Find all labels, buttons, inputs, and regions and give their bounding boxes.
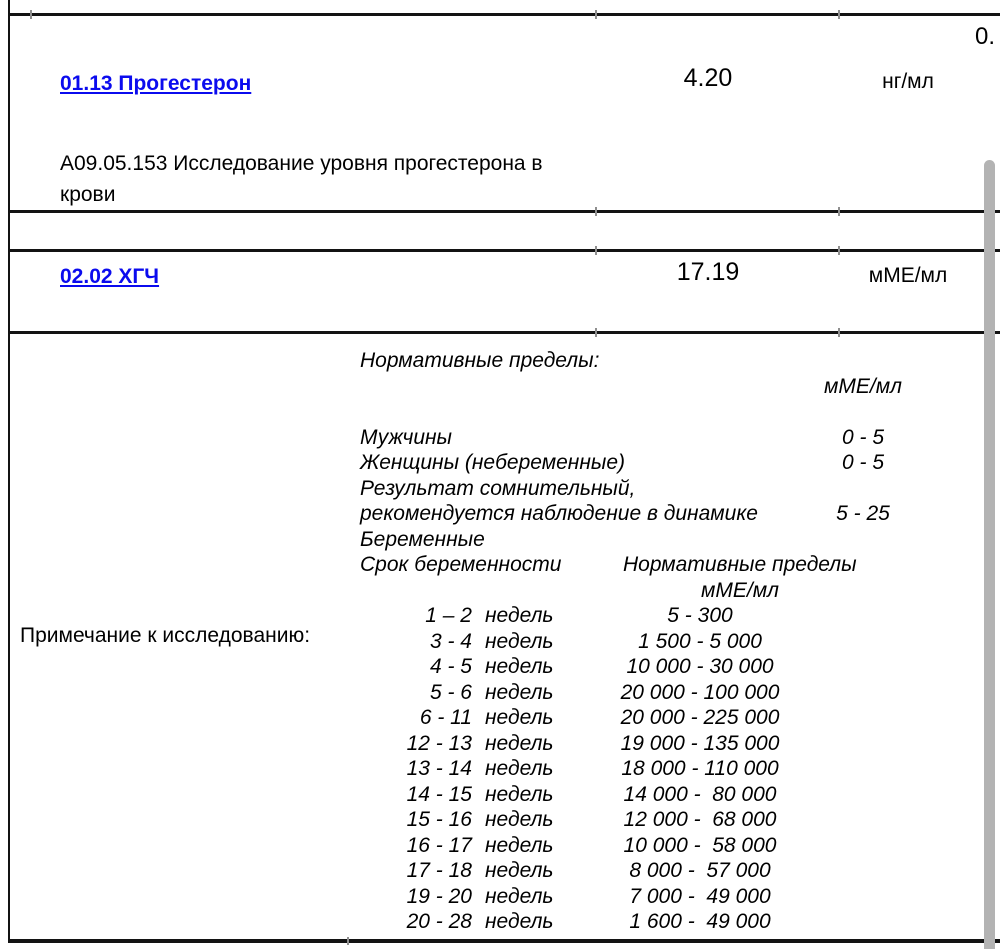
table-border-top bbox=[8, 13, 1000, 16]
hcg-range: 20 000 - 225 000 bbox=[620, 706, 780, 729]
pregnancy-units-line bbox=[360, 578, 945, 604]
pregnancy-row bbox=[360, 680, 945, 706]
pregnancy-row bbox=[360, 909, 945, 935]
weeks-range: 19 - 20 bbox=[406, 884, 472, 908]
pregnancy-row bbox=[360, 756, 945, 782]
hcg-range: 1 600 - 49 000 bbox=[629, 910, 771, 933]
note-header: Нормативные пределы: bbox=[360, 349, 600, 372]
test-link-progesterone[interactable]: 01.13 Прогестерон bbox=[60, 72, 252, 95]
pregnancy-row bbox=[360, 782, 945, 808]
hcg-range: 10 000 - 30 000 bbox=[626, 655, 774, 678]
weeks-word: недель bbox=[485, 833, 554, 857]
weeks-range: 14 - 15 bbox=[406, 782, 472, 806]
weeks-word: недель bbox=[485, 808, 554, 831]
weeks-range: 20 - 28 bbox=[406, 910, 472, 933]
weeks-word: недель bbox=[485, 859, 554, 882]
weeks-range: 13 - 14 bbox=[406, 757, 472, 780]
weeks-word: недель bbox=[485, 629, 554, 653]
pregnancy-row bbox=[360, 858, 945, 884]
table-border-row1 bbox=[8, 210, 1000, 213]
weeks-word: недель bbox=[485, 884, 554, 908]
norm-row bbox=[360, 501, 945, 527]
column-joint-mark bbox=[30, 10, 32, 19]
column-joint-mark bbox=[595, 246, 597, 255]
test-value-hcg: 17.19 bbox=[676, 258, 740, 286]
service-description-line1: А09.05.153 Исследование уровня прогестерона в bbox=[60, 152, 543, 175]
hcg-range: 14 000 - 80 000 bbox=[623, 782, 777, 806]
pregnancy-col2-units: мМЕ/мл bbox=[701, 578, 779, 602]
column-joint-mark bbox=[838, 328, 840, 337]
column-joint-mark bbox=[595, 10, 597, 19]
table-left-border bbox=[8, 0, 10, 941]
column-joint-mark bbox=[347, 937, 349, 945]
weeks-word: недель bbox=[485, 782, 554, 806]
note-header-line bbox=[360, 348, 945, 374]
weeks-range: 17 - 18 bbox=[406, 859, 472, 882]
weeks-word: недель bbox=[485, 604, 554, 627]
note-label: Примечание к исследованию: bbox=[20, 624, 311, 647]
pregnancy-row bbox=[360, 705, 945, 731]
norm-row-text: Женщины (небеременные) bbox=[360, 451, 626, 474]
test-value-progesterone: 4.20 bbox=[683, 64, 733, 92]
column-joint-mark bbox=[838, 207, 840, 216]
service-description bbox=[60, 148, 543, 210]
note-header-units: мМЕ/мл bbox=[824, 374, 902, 398]
weeks-range: 6 - 11 bbox=[419, 706, 472, 729]
column-joint-mark bbox=[595, 328, 597, 337]
note-content bbox=[360, 348, 945, 935]
note-units-line bbox=[360, 374, 945, 400]
pregnancy-col2-header: Нормативные пределы bbox=[623, 553, 857, 576]
column-joint-mark bbox=[838, 10, 840, 19]
weeks-range: 1 – 2 bbox=[425, 604, 472, 627]
norm-row-range: 5 - 25 bbox=[836, 502, 890, 525]
hcg-range: 8 000 - 57 000 bbox=[629, 859, 771, 882]
table-border-row3 bbox=[8, 331, 1000, 334]
table-border-bottom bbox=[8, 939, 1000, 943]
service-description-line2: крови bbox=[60, 183, 116, 206]
weeks-range: 5 - 6 bbox=[429, 680, 472, 704]
norm-row-text: Результат сомнительный, bbox=[360, 476, 636, 500]
hcg-range: 20 000 - 100 000 bbox=[620, 680, 780, 704]
weeks-range: 4 - 5 bbox=[429, 655, 472, 678]
column-joint-mark bbox=[838, 246, 840, 255]
norm-row bbox=[360, 476, 945, 502]
test-units-progesterone: нг/мл bbox=[882, 70, 934, 93]
hcg-range: 12 000 - 68 000 bbox=[623, 808, 777, 831]
norm-row-range: 0 - 5 bbox=[841, 425, 885, 449]
pregnancy-row bbox=[360, 654, 945, 680]
table-border-row2 bbox=[8, 249, 1000, 252]
pregnancy-col1-header: Срок беременности bbox=[360, 553, 562, 576]
pregnancy-row bbox=[360, 807, 945, 833]
pregnancy-row bbox=[360, 629, 945, 655]
vertical-scrollbar-thumb[interactable] bbox=[984, 160, 995, 949]
norm-row-text: рекомендуется наблюдение в динамике bbox=[360, 502, 758, 525]
weeks-range: 12 - 13 bbox=[406, 731, 472, 755]
weeks-word: недель bbox=[485, 680, 554, 704]
pregnancy-row bbox=[360, 603, 945, 629]
hcg-range: 19 000 - 135 000 bbox=[620, 731, 780, 755]
weeks-word: недель bbox=[485, 757, 554, 780]
weeks-word: недель bbox=[485, 655, 554, 678]
test-link-hcg[interactable]: 02.02 ХГЧ bbox=[60, 265, 160, 288]
hcg-range: 18 000 - 110 000 bbox=[621, 757, 779, 780]
hcg-range: 5 - 300 bbox=[667, 604, 733, 627]
norm-row-text: Мужчины bbox=[360, 425, 453, 449]
clipped-reference-value: 0. bbox=[975, 23, 996, 50]
weeks-word: недель bbox=[485, 910, 554, 933]
pregnancy-row bbox=[360, 731, 945, 757]
norm-row-text: Беременные bbox=[360, 527, 485, 551]
pregnancy-row bbox=[360, 833, 945, 859]
norm-row bbox=[360, 425, 945, 451]
norm-row-range: 0 - 5 bbox=[841, 451, 885, 474]
weeks-range: 16 - 17 bbox=[406, 833, 472, 857]
weeks-word: недель bbox=[485, 706, 554, 729]
column-joint-mark bbox=[595, 207, 597, 216]
hcg-range: 10 000 - 58 000 bbox=[623, 833, 777, 857]
weeks-range: 15 - 16 bbox=[406, 808, 472, 831]
weeks-range: 3 - 4 bbox=[429, 629, 472, 653]
hcg-range: 1 500 - 5 000 bbox=[638, 629, 762, 653]
spacer-line bbox=[360, 399, 945, 425]
test-units-hcg: мМЕ/мл bbox=[868, 264, 948, 287]
norm-row bbox=[360, 527, 945, 553]
pregnancy-row bbox=[360, 884, 945, 910]
norm-row bbox=[360, 450, 945, 476]
weeks-word: недель bbox=[485, 731, 554, 755]
pregnancy-table-header bbox=[360, 552, 945, 578]
hcg-range: 7 000 - 49 000 bbox=[629, 884, 771, 908]
